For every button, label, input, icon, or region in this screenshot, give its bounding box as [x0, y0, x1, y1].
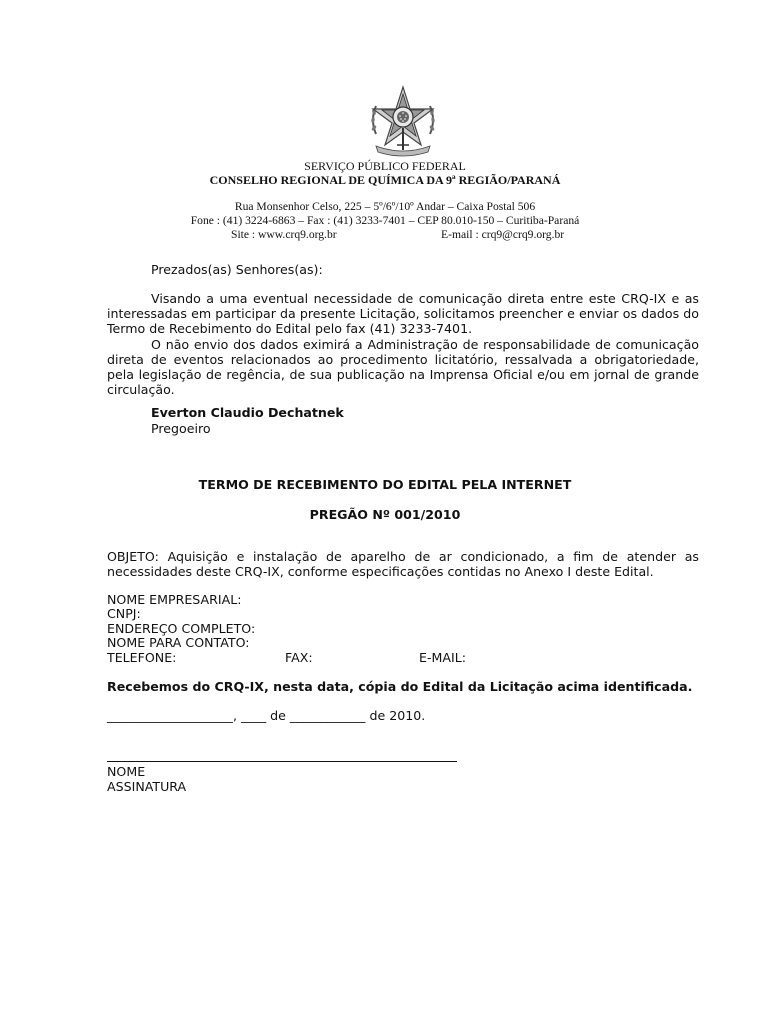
text-line: direta de eventos relacionados ao procedimento licitatório, ressalvada a obrigatoriedade,	[107, 351, 699, 367]
field-company-label: NOME EMPRESARIAL:	[107, 592, 242, 607]
greeting: Prezados(as) Senhores(as):	[151, 262, 323, 277]
text-line: interessadas em participar da presente Licitação, solicitamos preencher e enviar os dados do	[107, 306, 699, 322]
header-site: Site : www.crq9.org.br	[231, 228, 337, 241]
letter-paragraph-1	[107, 291, 699, 397]
header-phones: Fone : (41) 3224-6863 – Fax : (41) 3233-7401 – CEP 80.010-150 – Curitiba-Paraná	[190, 214, 580, 227]
field-phone-label: TELEFONE:	[107, 650, 177, 665]
receipt-statement: Recebemos do CRQ-IX, nesta data, cópia do Edital da Licitação acima identificada.	[107, 679, 693, 694]
text-line: circulação.	[107, 382, 175, 398]
term-title: TERMO DE RECEBIMENTO DO EDITAL PELA INTERNET	[198, 477, 572, 492]
field-cnpj-label: CNPJ:	[107, 606, 141, 621]
text-line: O não envio dos dados eximirá a Administração de responsabilidade de comunicação	[151, 336, 699, 352]
signature-line	[107, 761, 457, 762]
header-email: E-mail : crq9@crq9.org.br	[441, 228, 565, 241]
signer-role: Pregoeiro	[151, 421, 211, 436]
text-line: Termo de Recebimento do Edital pelo fax (41) 3233-7401.	[107, 321, 473, 337]
header-address: Rua Monsenhor Celso, 225 – 5º/6º/10º Andar – Caixa Postal 506	[234, 200, 536, 213]
date-line: ____________________, ____ de ____________ de 2010.	[107, 708, 426, 723]
text-line: necessidades deste CRQ-IX, conforme especificações contidas no Anexo I deste Edital.	[107, 564, 654, 580]
text-line: Visando a uma eventual necessidade de comunicação direta entre este CRQ-IX e as	[151, 291, 699, 306]
signature-label: ASSINATURA	[107, 779, 187, 794]
field-fax-label: FAX:	[285, 650, 313, 665]
object-paragraph	[107, 549, 699, 579]
field-contact-label: NOME PARA CONTATO:	[107, 635, 250, 650]
header-line-1: SERVIÇO PÚBLICO FEDERAL	[304, 159, 466, 173]
term-subtitle: PREGÃO Nº 001/2010	[309, 507, 461, 522]
coat-of-arms-emblem	[366, 84, 440, 158]
signature-name-label: NOME	[107, 764, 146, 779]
text-line: pela legislação de regência, de sua publicação na Imprensa Oficial e/ou em jornal de grande	[107, 367, 699, 383]
header-council-name: CONSELHO REGIONAL DE QUÍMICA DA 9ª REGIÃO/PARANÁ	[209, 173, 561, 187]
field-email-label: E-MAIL:	[419, 650, 466, 665]
text-line: OBJETO: Aquisição e instalação de aparelho de ar condicionado, a fim de atender as	[107, 549, 699, 564]
signer-name: Everton Claudio Dechatnek	[151, 405, 344, 420]
field-address-label: ENDEREÇO COMPLETO:	[107, 621, 256, 636]
